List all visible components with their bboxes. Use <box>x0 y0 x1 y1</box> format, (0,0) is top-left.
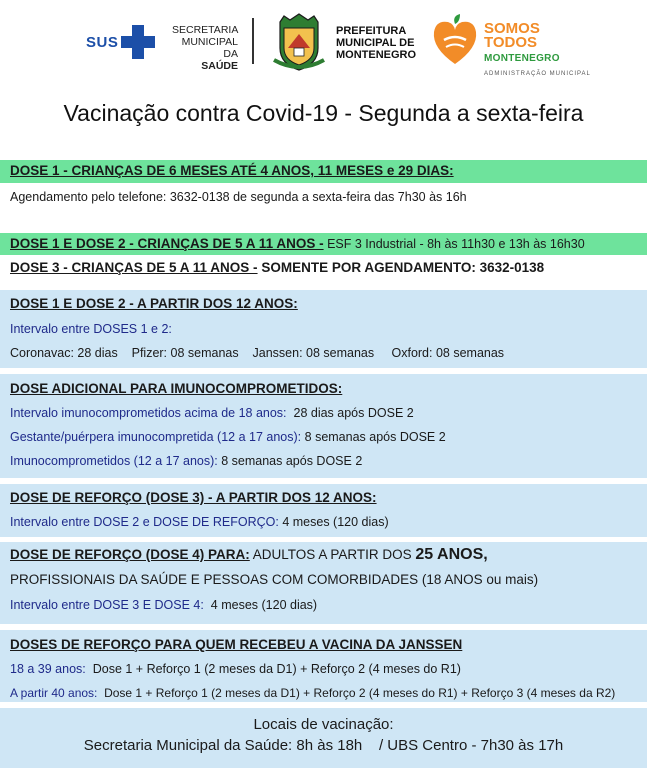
footer-title: Locais de vacinação: <box>253 716 394 733</box>
section-booster3-heading: DOSE DE REFORÇO (DOSE 3) - A PARTIR DOS 12 ANOS: <box>10 490 377 505</box>
immuno-row: Gestante/puérpera imunocompretida (12 a 17 anos): 8 semanas após DOSE 2 <box>10 430 446 444</box>
section-dose12-adults-heading: DOSE 1 E DOSE 2 - A PARTIR DOS 12 ANOS: <box>10 296 298 311</box>
municipal-crest-icon <box>270 12 328 74</box>
section-booster4-line2: PROFISSIONAIS DA SAÚDE E PESSOAS COM COMORBIDADES (18 ANOS ou mais) <box>10 572 539 587</box>
vaccine-coronavac: Coronavac: 28 dias <box>10 346 118 360</box>
page-title: Vacinação contra Covid-19 - Segunda a sexta-feira <box>63 100 584 126</box>
section-booster3-interval: Intervalo entre DOSE 2 e DOSE DE REFORÇO: 4 meses (120 dias) <box>10 515 389 529</box>
footer-locations-text: Secretaria Municipal da Saúde: 8h às 18h / UBS Centro - 7h30 às 17h <box>83 737 564 754</box>
sus-cross-icon <box>121 25 155 59</box>
section-dose3-5-11-detail: SOMENTE POR AGENDAMENTO: 3632-0138 <box>261 260 545 275</box>
section-booster4-heading: DOSE DE REFORÇO (DOSE 4) PARA: ADULTOS A PARTIR DOS 25 ANOS, <box>10 546 488 563</box>
section-dose3-5-11 <box>10 260 544 275</box>
sus-logo-text: SUS <box>86 33 119 51</box>
section-dose12-5-11-detail: ESF 3 Industrial - 8h às 11h30 e 13h às 16h30 <box>327 237 585 251</box>
immuno-row: Imunocomprometidos (12 a 17 anos): 8 semanas após DOSE 2 <box>10 454 363 468</box>
somos-todos-heart-icon <box>430 14 480 70</box>
footer-locations <box>0 708 647 768</box>
vaccine-janssen: Janssen: 08 semanas <box>252 346 375 360</box>
section-dose12-vaccines <box>10 346 504 360</box>
janssen-row: A partir 40 anos: Dose 1 + Reforço 1 (2 meses da D1) + Reforço 2 (4 meses do R1) + Reforço 3 (4 meses da R2) <box>10 686 616 700</box>
section-dose12-5-11-heading: DOSE 1 E DOSE 2 - CRIANÇAS DE 5 A 11 ANOS - <box>10 236 324 251</box>
immuno-row: Intervalo imunocomprometidos acima de 18 anos: 28 dias após DOSE 2 <box>10 406 414 420</box>
header <box>0 0 647 90</box>
section-immuno-heading: DOSE ADICIONAL PARA IMUNOCOMPROMETIDOS: <box>10 381 343 396</box>
section-janssen-heading: DOSES DE REFORÇO PARA QUEM RECEBEU A VACINA DA JANSSEN <box>10 637 463 652</box>
somos-todos-logo-text: SOMOS TODOS MONTENEGRO ADMINISTRAÇÃO MUNICIPAL <box>484 20 591 77</box>
janssen-row: 18 a 39 anos: Dose 1 + Reforço 1 (2 meses da D1) + Reforço 2 (4 meses do R1) <box>10 662 461 676</box>
vaccine-oxford: Oxford: 08 semanas <box>391 346 505 360</box>
section-dose1-kids-text: Agendamento pelo telefone: 3632-0138 de segunda a sexta-feira das 7h30 às 16h <box>10 190 467 204</box>
sus-logo <box>86 25 155 59</box>
secretaria-logo-text: SECRETARIA MUNICIPAL DA SAÚDE <box>172 24 239 72</box>
section-dose3-5-11-heading: DOSE 3 - CRIANÇAS DE 5 A 11 ANOS - <box>10 260 258 275</box>
prefeitura-logo-text: PREFEITURA MUNICIPAL DE MONTENEGRO <box>336 25 417 61</box>
section-dose1-kids-heading: DOSE 1 - CRIANÇAS DE 6 MESES ATÉ 4 ANOS, 11 MESES e 29 DIAS: <box>10 163 454 178</box>
section-dose12-interval-label: Intervalo entre DOSES 1 e 2: <box>10 322 172 336</box>
header-separator <box>252 18 254 64</box>
vaccine-pfizer: Pfizer: 08 semanas <box>131 346 239 360</box>
section-dose12-5-11 <box>10 236 585 251</box>
section-booster4-interval: Intervalo entre DOSE 3 E DOSE 4: 4 meses (120 dias) <box>10 598 318 612</box>
